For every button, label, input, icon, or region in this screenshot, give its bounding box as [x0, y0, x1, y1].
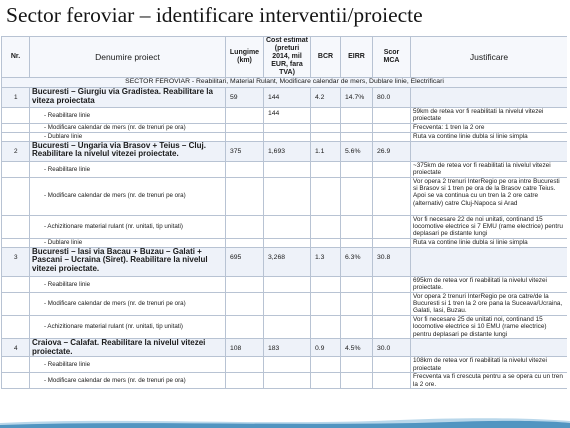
subtask-name: - Modificare calendar de mers (nr. de trenuri pe ora): [30, 123, 226, 132]
subtask-row: [2, 315, 568, 338]
project-length: 695: [226, 247, 264, 276]
subtask-name: - Reabilitare linie: [30, 108, 226, 124]
subtask-justification: 59km de retea vor fi reabilitati la nivelul vitezei proiectate: [411, 108, 568, 124]
subtask-row: [2, 215, 568, 238]
subtask-justification: Vor opera 2 trenuri InterRegio pe ora intre Bucuresti si Brasov si 1 tren pe ora de la Brasov catre Teius. Apoi se va continua cu un tren la 2 ore catre (alternativ) catre Cluj-Napoca si Arad: [411, 177, 568, 215]
project-bcr: 0.9: [311, 339, 341, 357]
subtask-justification: Vor fi necesare 25 de unitati noi, continand 15 locomotive electrice si 10 EMU (rame electrice) pentru deplasari pe distante lungi: [411, 315, 568, 338]
subtask-name: - Reabilitare linie: [30, 276, 226, 292]
col-header-nr: Nr.: [2, 37, 30, 78]
col-header-justification: Justificare: [411, 37, 568, 78]
project-cost: 144: [264, 88, 311, 108]
project-justification: [411, 339, 568, 357]
col-header-bcr: BCR: [311, 37, 341, 78]
decorative-wave: [0, 414, 570, 428]
subtask-row: [2, 177, 568, 215]
subtask-row: [2, 108, 568, 124]
table-header-row: [2, 37, 568, 78]
subtask-justification: Frecventa va fi crescuta pentru a se opera cu un tren la 2 ore.: [411, 373, 568, 389]
subtask-justification: Frecventa: 1 tren la 2 ore: [411, 123, 568, 132]
project-eirr: 5.6%: [341, 141, 373, 161]
subtask-name: - Achizitionare material rulant (nr. unitati, tip unitati): [30, 315, 226, 338]
project-score: 30.0: [373, 339, 411, 357]
project-bcr: 1.3: [311, 247, 341, 276]
subtask-row: [2, 238, 568, 247]
project-score: 26.9: [373, 141, 411, 161]
project-justification: [411, 141, 568, 161]
col-header-length: Lungime (km): [226, 37, 264, 78]
projects-table-container: [1, 36, 567, 426]
project-length: 108: [226, 339, 264, 357]
subtask-name: - Modificare calendar de mers (nr. de trenuri pe ora): [30, 177, 226, 215]
subtask-name: - Modificare calendar de mers (nr. de trenuri pe ora): [30, 373, 226, 389]
subtask-name: - Dublare linie: [30, 238, 226, 247]
subtask-row: [2, 357, 568, 373]
subtask-row: [2, 373, 568, 389]
project-eirr: 6.3%: [341, 247, 373, 276]
col-header-eirr: EIRR: [341, 37, 373, 78]
subtask-name: - Dublare linie: [30, 132, 226, 141]
project-row: [2, 339, 568, 357]
project-length: 375: [226, 141, 264, 161]
project-cost: 1,693: [264, 141, 311, 161]
col-header-cost: Cost estimat (preturi 2014, mil EUR, fara TVA): [264, 37, 311, 78]
project-bcr: 1.1: [311, 141, 341, 161]
sector-row: [2, 78, 568, 88]
subtask-justification: Ruta va contine linie dubla si linie simpla: [411, 132, 568, 141]
subtask-row: [2, 161, 568, 177]
project-name: Bucuresti – Iasi via Bacau + Buzau – Galati + Pascani – Ucraina (Siret). Reabilitare la nivelul vitezei proiectate.: [30, 247, 226, 276]
project-name: Bucuresti – Ungaria via Brasov + Teius – Cluj. Reabilitare la nivelul vitezei proiectate.: [30, 141, 226, 161]
subtask-row: [2, 276, 568, 292]
subtask-name: - Modificare calendar de mers (nr. de trenuri pe ora): [30, 292, 226, 315]
project-eirr: 4.5%: [341, 339, 373, 357]
project-row: [2, 247, 568, 276]
project-score: 80.0: [373, 88, 411, 108]
subtask-justification: Ruta va contine linie dubla si linie simpla: [411, 238, 568, 247]
subtask-row: [2, 132, 568, 141]
project-name: Craiova – Calafat. Reabilitare la nivelul vitezei proiectate.: [30, 339, 226, 357]
project-nr: 1: [2, 88, 30, 108]
project-row: [2, 88, 568, 108]
subtask-name: - Achizitionare material rulant (nr. unitati, tip unitati): [30, 215, 226, 238]
subtask-justification: 108km de retea vor fi reabilitati la nivelul vitezei proiectate: [411, 357, 568, 373]
page-title: Sector feroviar – identificare interventii/proiecte: [6, 3, 423, 27]
subtask-row: [2, 123, 568, 132]
project-justification: [411, 247, 568, 276]
col-header-name: Denumire proiect: [30, 37, 226, 78]
subtask-name: - Reabilitare linie: [30, 161, 226, 177]
project-nr: 3: [2, 247, 30, 276]
table-body: [2, 78, 568, 389]
project-length: 59: [226, 88, 264, 108]
subtask-row: [2, 292, 568, 315]
project-score: 30.8: [373, 247, 411, 276]
project-cost: 183: [264, 339, 311, 357]
project-bcr: 4.2: [311, 88, 341, 108]
project-name: Bucuresti – Giurgiu via Gradistea. Reabilitare la viteza proiectata: [30, 88, 226, 108]
subtask-name: - Reabilitare linie: [30, 357, 226, 373]
subtask-justification: Vor opera 2 trenuri InterRegio pe ora catre/de la Bucuresti si 1 tren la 2 ore pana la Suceava/Ucraina, Galati, Iasi, Buzau.: [411, 292, 568, 315]
project-nr: 4: [2, 339, 30, 357]
subtask-cost: 144: [264, 108, 311, 124]
project-eirr: 14.7%: [341, 88, 373, 108]
col-header-score: Scor MCA: [373, 37, 411, 78]
subtask-justification: ~375km de retea vor fi reabilitati la nivelul vitezei proiectate: [411, 161, 568, 177]
projects-table: [1, 36, 567, 389]
subtask-justification: Vor fi necesare 22 de noi unitati, continand 15 locomotive electrice si 7 EMU (rame electrice) pentru deplasari pe distante lungi: [411, 215, 568, 238]
project-row: [2, 141, 568, 161]
subtask-justification: 695km de retea vor fi reabilitati la nivelul vitezei proiectate.: [411, 276, 568, 292]
sector-label: SECTOR FEROVIAR - Reabilitari, Material Rulant, Modificare calendar de mers, Dublare linie, Electrificari: [2, 78, 568, 88]
project-justification: [411, 88, 568, 108]
project-cost: 3,268: [264, 247, 311, 276]
project-nr: 2: [2, 141, 30, 161]
